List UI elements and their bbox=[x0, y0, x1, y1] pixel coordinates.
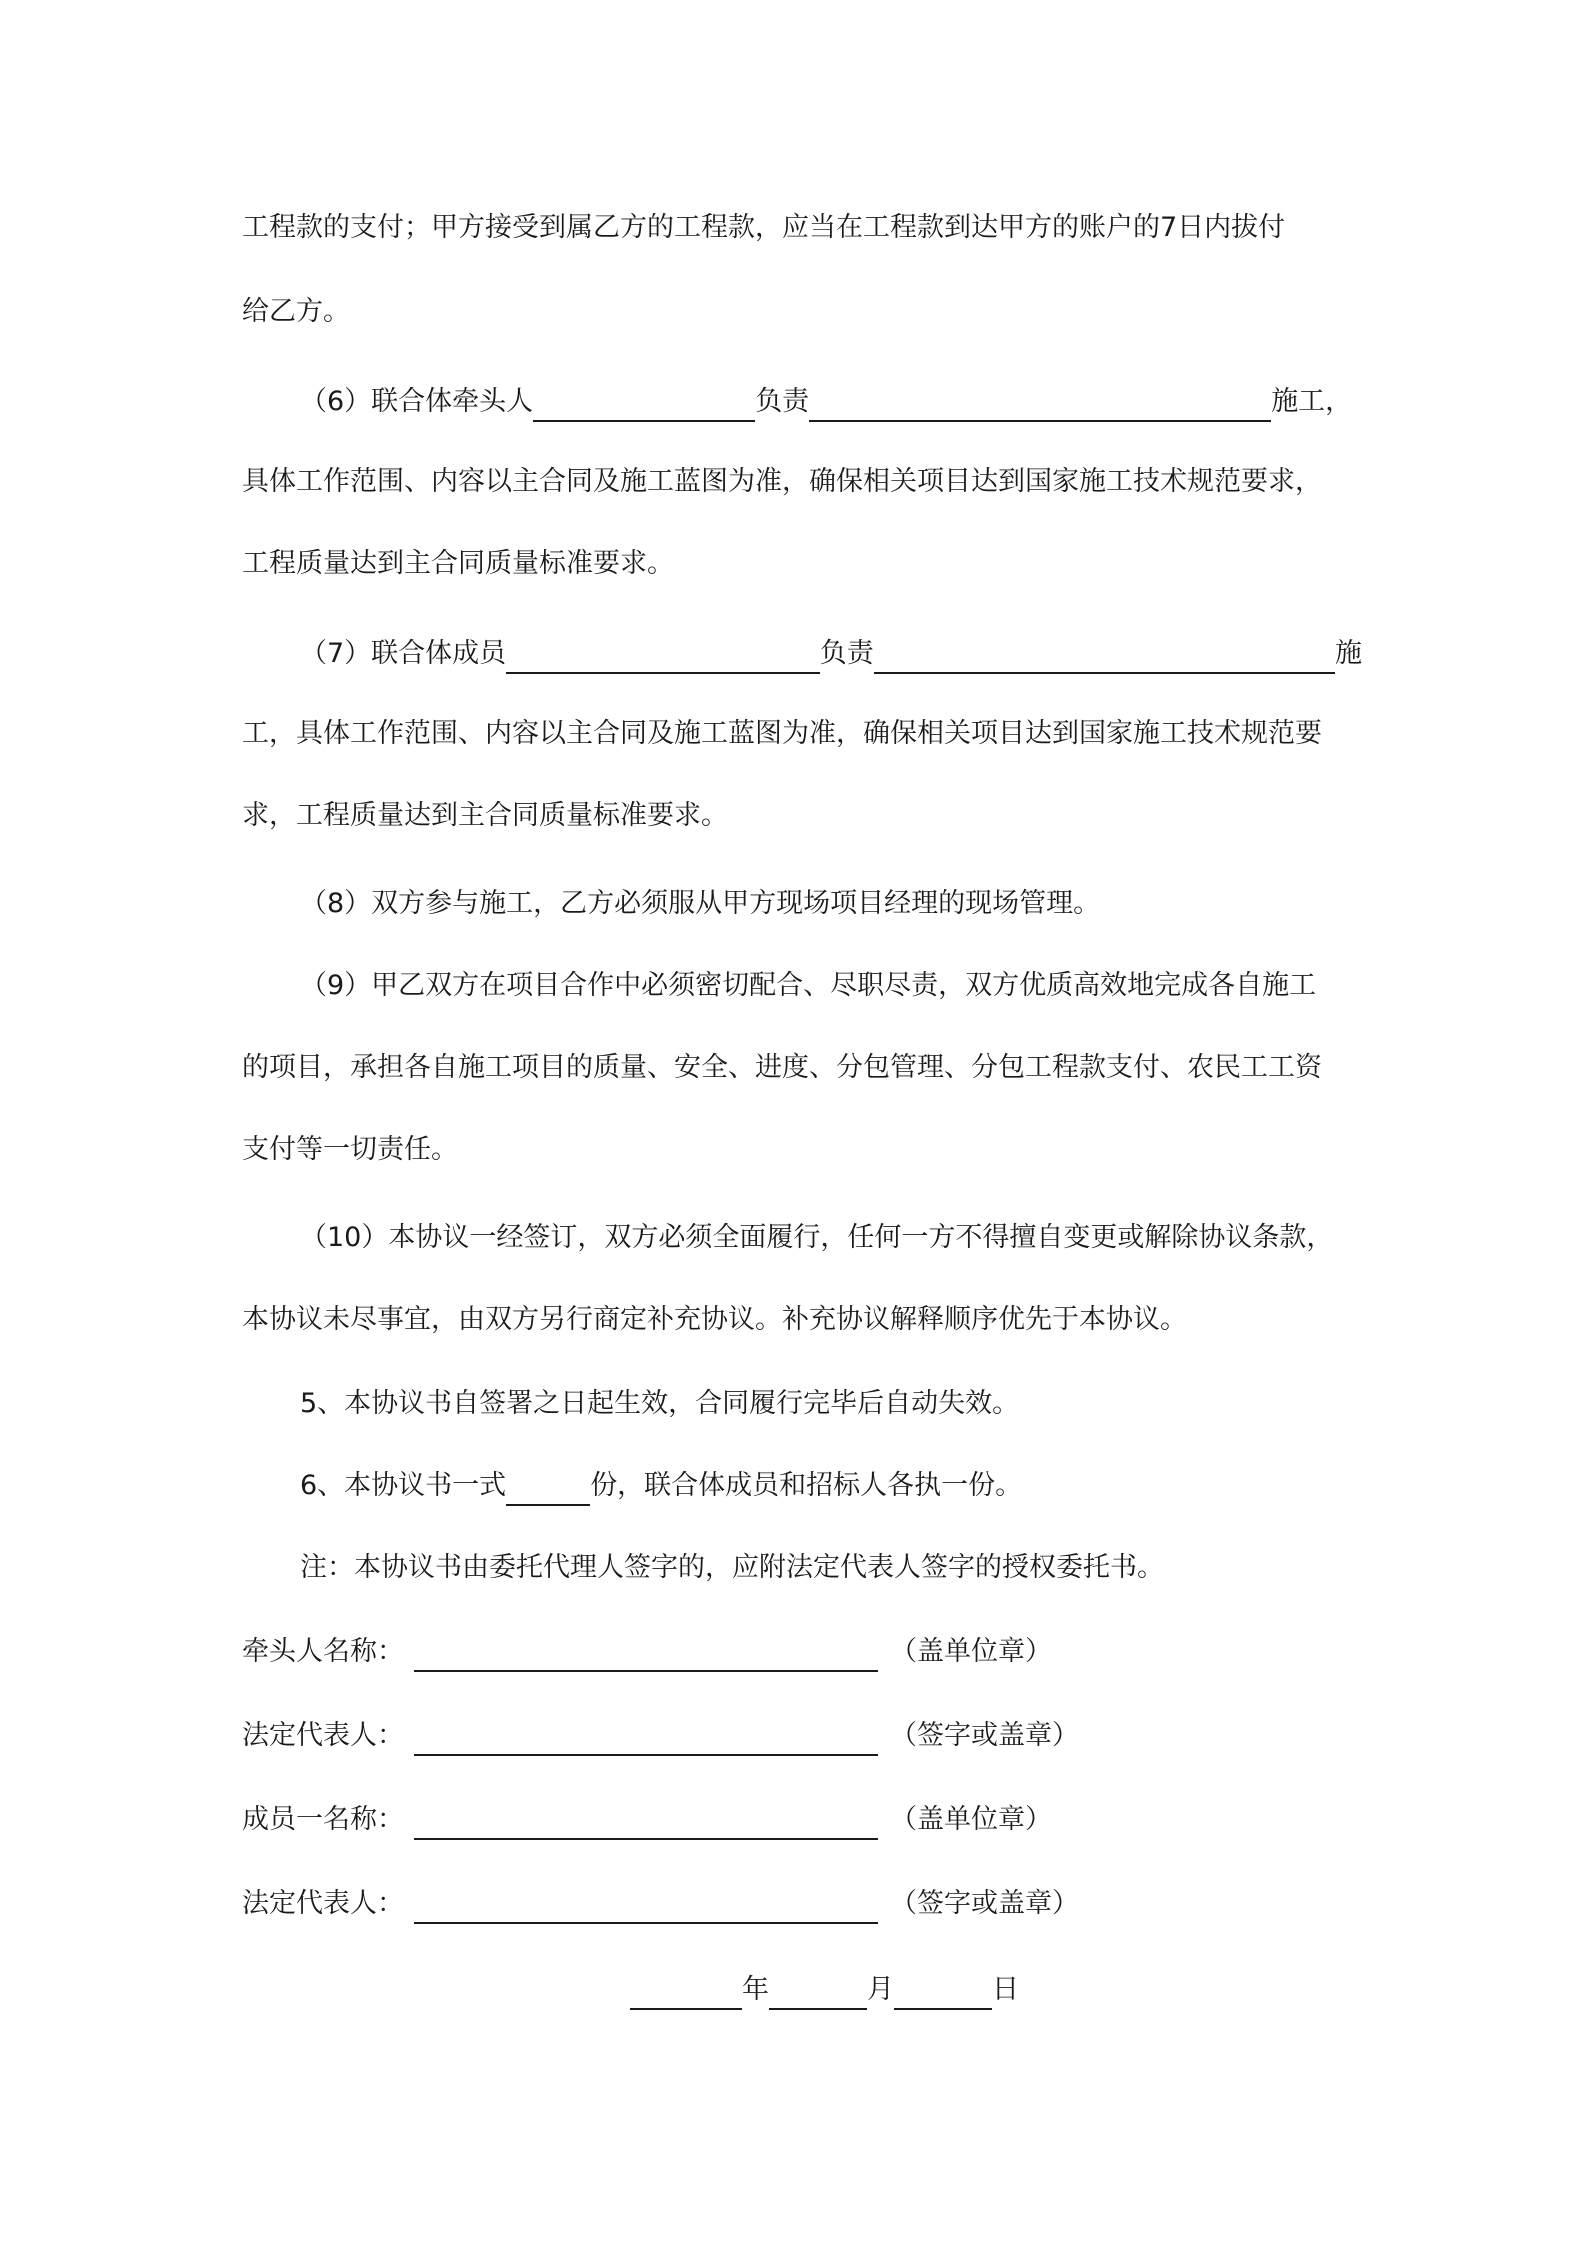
signature-suffix: （签字或盖章） bbox=[890, 1888, 1079, 1919]
signature-row bbox=[242, 1716, 1079, 1756]
text-line: 本协议未尽事宜，由双方另行商定补充协议。补充协议解释顺序优先于本协议。 bbox=[242, 1304, 1187, 1335]
signature-label: 法定代表人： bbox=[242, 1720, 404, 1751]
paragraph-line bbox=[300, 1548, 1362, 1588]
paragraph-line bbox=[300, 966, 1362, 1006]
text-line: （10）本协议一经签订，双方必须全面履行，任何一方不得擅自变更或解除协议条款， bbox=[300, 1222, 1334, 1253]
text-line: 工，具体工作范围、内容以主合同及施工蓝图为准，确保相关项目达到国家施工技术规范要 bbox=[242, 718, 1322, 749]
lead-scope-blank[interactable] bbox=[809, 386, 1271, 422]
month-label: 月 bbox=[867, 1974, 894, 2005]
text-line: 5、本协议书自签署之日起生效，合同履行完毕后自动失效。 bbox=[300, 1388, 1020, 1419]
signature-blank[interactable] bbox=[414, 1720, 878, 1756]
member-party-blank[interactable] bbox=[506, 638, 820, 674]
paragraph-line bbox=[242, 1300, 1362, 1340]
year-blank[interactable] bbox=[630, 1974, 742, 2010]
text-line: 求，工程质量达到主合同质量标准要求。 bbox=[242, 800, 728, 831]
text-line: （8）双方参与施工，乙方必须服从甲方现场项目经理的现场管理。 bbox=[300, 888, 1101, 919]
paragraph-line bbox=[242, 1130, 1362, 1170]
note-text: 注：本协议书由委托代理人签字的，应附法定代表人签字的授权委托书。 bbox=[300, 1552, 1164, 1583]
day-label: 日 bbox=[992, 1974, 1019, 2005]
signature-blank[interactable] bbox=[414, 1804, 878, 1840]
paragraph-line bbox=[242, 1048, 1362, 1088]
clause-6-lead: （6）联合体牵头人 bbox=[300, 386, 534, 417]
signature-label: 牵头人名称： bbox=[242, 1636, 404, 1667]
clause-6-construction: 施工， bbox=[1271, 386, 1353, 417]
clause-6-responsible: 负责 bbox=[755, 386, 810, 417]
clause-7-construction: 施 bbox=[1335, 638, 1362, 669]
text-line: 的项目，承担各自施工项目的质量、安全、进度、分包管理、分包工程款支付、农民工工资 bbox=[242, 1052, 1322, 1083]
paragraph-line bbox=[242, 544, 1362, 584]
clause-7-line-1 bbox=[300, 634, 1362, 674]
paragraph-line bbox=[242, 462, 1362, 502]
copies-blank[interactable] bbox=[506, 1470, 590, 1506]
year-label: 年 bbox=[742, 1974, 769, 2005]
text-line: （9）甲乙双方在项目合作中必须密切配合、尽职尽责，双方优质高效地完成各自施工 bbox=[300, 970, 1317, 1001]
item-6-lead: 6、本协议书一式 bbox=[300, 1470, 507, 1501]
signature-blank[interactable] bbox=[414, 1636, 878, 1672]
signature-label: 成员一名称： bbox=[242, 1804, 404, 1835]
signature-row bbox=[242, 1800, 1052, 1840]
clause-7-lead: （7）联合体成员 bbox=[300, 638, 507, 669]
member-scope-blank[interactable] bbox=[874, 638, 1335, 674]
paragraph-line bbox=[242, 208, 1362, 248]
paragraph-line bbox=[300, 1218, 1362, 1258]
paragraph-line bbox=[300, 1384, 1362, 1424]
signature-blank[interactable] bbox=[414, 1888, 878, 1924]
paragraph-line bbox=[300, 884, 1362, 924]
signature-suffix: （盖单位章） bbox=[890, 1804, 1052, 1835]
lead-party-blank[interactable] bbox=[533, 386, 755, 422]
paragraph-line bbox=[242, 796, 1362, 836]
clause-7-responsible: 负责 bbox=[819, 638, 874, 669]
item-6-rest: 份，联合体成员和招标人各执一份。 bbox=[590, 1470, 1023, 1501]
signature-row bbox=[242, 1884, 1079, 1924]
month-blank[interactable] bbox=[769, 1974, 867, 2010]
text-line: 给乙方。 bbox=[242, 296, 350, 327]
paragraph-line bbox=[242, 292, 1362, 332]
day-blank[interactable] bbox=[894, 1974, 992, 2010]
signature-label: 法定代表人： bbox=[242, 1888, 404, 1919]
date-row bbox=[630, 1970, 1019, 2010]
paragraph-line bbox=[242, 714, 1362, 754]
item-6-line bbox=[300, 1466, 1362, 1506]
clause-6-line-1 bbox=[300, 382, 1362, 422]
signature-suffix: （签字或盖章） bbox=[890, 1720, 1079, 1751]
text-line: 工程质量达到主合同质量标准要求。 bbox=[242, 548, 674, 579]
signature-suffix: （盖单位章） bbox=[890, 1636, 1052, 1667]
text-line: 工程款的支付；甲方接受到属乙方的工程款，应当在工程款到达甲方的账户的7日内拔付 bbox=[242, 212, 1286, 243]
text-line: 支付等一切责任。 bbox=[242, 1134, 458, 1165]
text-line: 具体工作范围、内容以主合同及施工蓝图为准，确保相关项目达到国家施工技术规范要求， bbox=[242, 466, 1322, 497]
signature-row bbox=[242, 1632, 1052, 1672]
